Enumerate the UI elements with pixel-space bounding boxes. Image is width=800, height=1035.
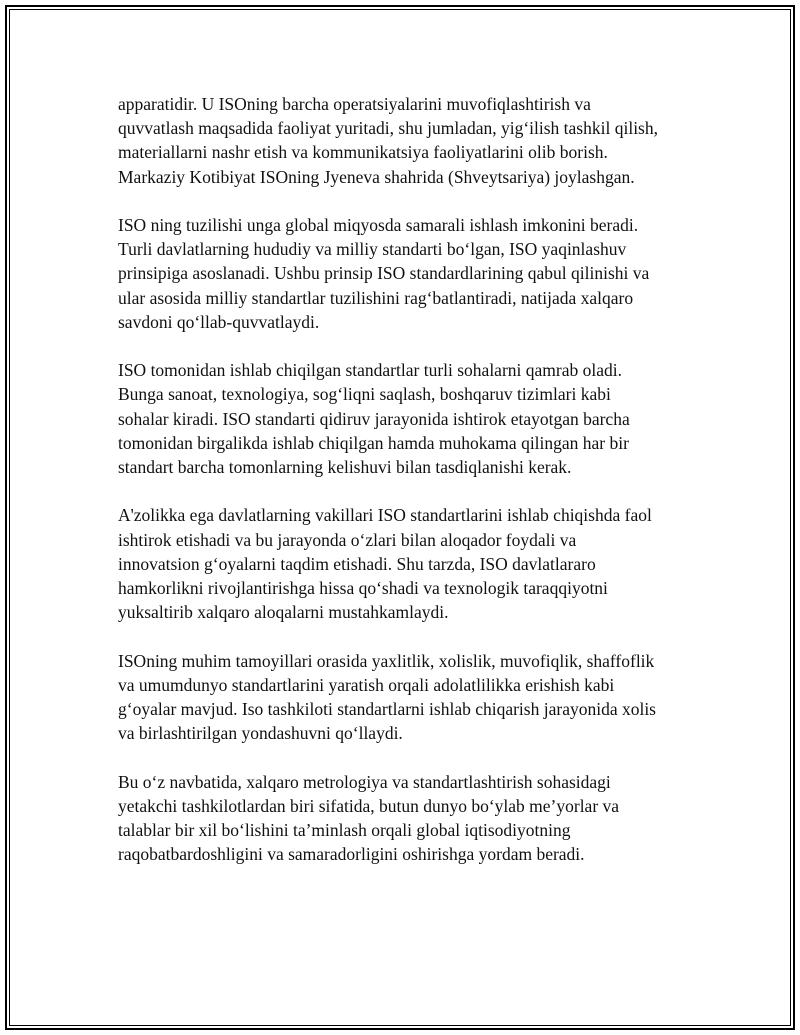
paragraph-members	[118, 503, 698, 624]
text-line: standart barcha tomonlarning kelishuvi bilan tasdiqlanishi kerak.	[118, 457, 572, 478]
text-line: innovatsion g‘oyalarni taqdim etishadi. Shu tarzda, ISO davlatlararo	[118, 553, 596, 574]
paragraph-principles	[118, 649, 698, 746]
text-line: Bu o‘z navbatida, xalqaro metrologiya va standartlashtirish sohasidagi	[118, 771, 611, 792]
paragraph-structure	[118, 213, 698, 334]
text-line: Turli davlatlarning hududiy va milliy standarti bo‘lgan, ISO yaqinlashuv	[118, 239, 627, 260]
document-body	[118, 92, 698, 891]
text-line: Bunga sanoat, texnologiya, sog‘liqni saqlash, boshqaruv tizimlari kabi	[118, 384, 611, 405]
text-line: raqobatbardoshligini va samaradorligini oshirishga yordam beradi.	[118, 844, 585, 865]
text-line: ISOning muhim tamoyillari orasida yaxlitlik, xolislik, muvofiqlik, shaffoflik	[118, 650, 655, 671]
paragraph-global-role	[118, 770, 698, 867]
text-line: va birlashtirilgan yondashuvni qo‘llaydi.	[118, 723, 403, 744]
text-line: savdoni qo‘llab-quvvatlaydi.	[118, 311, 320, 332]
text-line: ishtirok etishadi va bu jarayonda o‘zlari bilan aloqador foydali va	[118, 529, 577, 550]
text-line: A'zolikka ega davlatlarning vakillari ISO standartlarini ishlab chiqishda faol	[118, 505, 652, 526]
text-line: yuksaltirib xalqaro aloqalarni mustahkamlaydi.	[118, 602, 449, 623]
text-line: materiallarni nashr etish va kommunikatsiya faoliyatlarini olib borish.	[118, 142, 608, 163]
paragraph-secretariat	[118, 92, 698, 189]
text-line: hamkorlikni rivojlantirishga hissa qo‘shadi va texnologik taraqqiyotni	[118, 578, 608, 599]
paragraph-standards-scope	[118, 358, 698, 479]
text-line: talablar bir xil bo‘lishini ta’minlash orqali global iqtisodiyotning	[118, 820, 571, 841]
text-line: ISO ning tuzilishi unga global miqyosda samarali ishlash imkonini beradi.	[118, 215, 639, 235]
text-line: quvvatlash maqsadida faoliyat yuritadi, shu jumladan, yig‘ilish tashkil qilish,	[118, 118, 658, 139]
text-line: va umumdunyo standartlarini yaratish orqali adolatlilikka erishish kabi	[118, 674, 615, 695]
text-line: tomonidan birgalikda ishlab chiqilgan hamda muhokama qilingan har bir	[118, 432, 629, 453]
text-line: sohalar kiradi. ISO standarti qidiruv jarayonida ishtirok etayotgan barcha	[118, 408, 630, 429]
text-line: apparatidir. U ISOning barcha operatsiyalarini muvofiqlashtirish va	[118, 94, 591, 114]
text-line: ISO tomonidan ishlab chiqilgan standartlar turli sohalarni qamrab oladi.	[118, 360, 622, 381]
text-line: g‘oyalar mavjud. Iso tashkiloti standartlarni ishlab chiqarish jarayonida xolis	[118, 699, 656, 720]
text-line: prinsipiga asoslanadi. Ushbu prinsip ISO standardlarining qabul qilinishi va	[118, 263, 650, 284]
text-line: ular asosida milliy standartlar tuzilishini rag‘batlantiradi, natijada xalqaro	[118, 287, 634, 308]
text-line: Markaziy Kotibiyat ISOning Jyeneva shahrida (Shveytsariya) joylashgan.	[118, 166, 635, 187]
text-line: yetakchi tashkilotlardan biri sifatida, butun dunyo bo‘ylab me’yorlar va	[118, 795, 620, 816]
